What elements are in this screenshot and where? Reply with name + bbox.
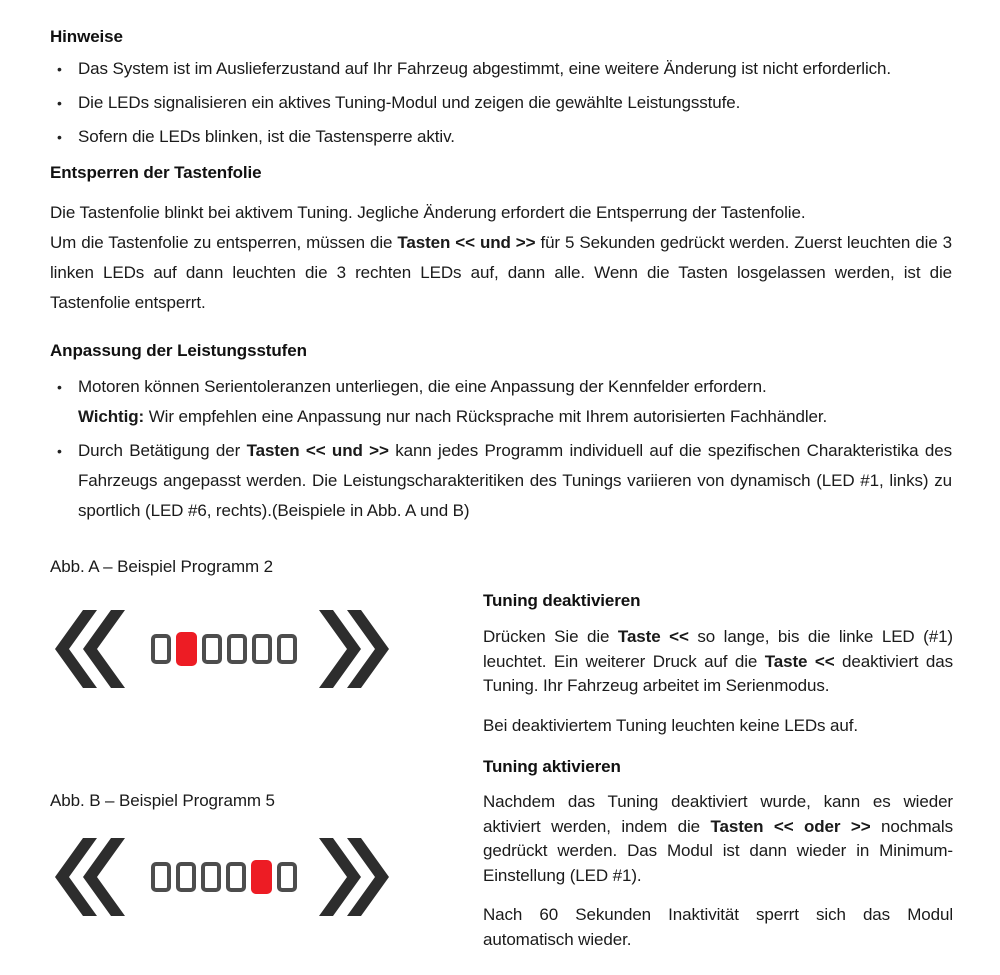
section-title-entsperren: Entsperren der Tastenfolie xyxy=(50,163,262,182)
chevron-right-icon xyxy=(319,838,389,916)
entsperren-paragraph xyxy=(50,198,952,318)
section-title-tuning-deaktivieren: Tuning deaktivieren xyxy=(483,591,641,610)
figure-a-label: Abb. A – Beispiel Programm 2 xyxy=(50,557,274,576)
section-title-anpassung: Anpassung der Leistungsstufen xyxy=(50,341,307,360)
led-1 xyxy=(151,862,171,892)
anpassung-bullet-1-line-2: Wichtig: Wir empfehlen eine Anpassung nur nach Rücksprache mit Ihrem autorisierten Fachhändler. xyxy=(78,407,828,426)
led-4 xyxy=(227,634,247,664)
led-3 xyxy=(201,862,221,892)
tuning-deaktivieren-paragraph-2: Bei deaktiviertem Tuning leuchten keine LEDs auf. xyxy=(483,715,858,735)
tuning-deaktivieren-paragraph-1: Drücken Sie die Taste << so lange, bis die linke LED (#1) leuchtet. Ein weiterer Druck auf die Taste << deaktiviert das Tuning. Ihr Fahrzeug arbeitet im Serienmodus. xyxy=(483,627,953,695)
chevron-left-icon xyxy=(55,838,125,916)
chevron-right-icon xyxy=(319,610,389,688)
chevron-left-icon xyxy=(55,610,125,688)
entsperren-line-2: Um die Tastenfolie zu entsperren, müssen die Tasten << und >> für 5 Sekunden gedrückt werden. Zuerst leuchten die 3 linken LEDs auf dann leuchten die 3 rechten LEDs auf, dann alle. Wenn die Tasten losgelassen werden, ist die Tastenfolie entsperrt. xyxy=(50,233,953,312)
led-row xyxy=(151,862,297,892)
figure-b-led-display xyxy=(55,838,389,916)
tuning-aktivieren-paragraph-1: Nachdem das Tuning deaktiviert wurde, kann es wieder aktiviert werden, indem die Tasten << oder >> nochmals gedrückt werden. Das Modul ist dann wieder in Minimum-Einstellung (LED #1). xyxy=(483,792,953,885)
led-2-active xyxy=(176,632,197,666)
figure-b-label: Abb. B – Beispiel Programm 5 xyxy=(50,791,275,810)
hinweise-bullet-1: • Das System ist im Auslieferzustand auf Ihr Fahrzeug abgestimmt, eine weitere Änderung ist nicht erforderlich. xyxy=(50,54,952,84)
anpassung-bullet-2: • Durch Betätigung der Tasten << und >> kann jedes Programm individuell auf die spezifischen Charakteristika des Fahrzeugs angepasst werden. Die Leistungscharakteritiken des Tunings variieren von dynamisch (LED #1, links) zu sportlich (LED #6, rechts).(Beispiele in Abb. A und B) xyxy=(50,436,952,526)
led-3 xyxy=(202,634,222,664)
anpassung-list xyxy=(50,372,952,526)
led-1 xyxy=(151,634,171,664)
anpassung-bullet-1-line-1: • Motoren können Serientoleranzen unterliegen, die eine Anpassung der Kennfelder erfordern. xyxy=(78,377,767,396)
hinweise-bullet-3: • Sofern die LEDs blinken, ist die Tastensperre aktiv. xyxy=(50,122,952,152)
led-6 xyxy=(277,634,297,664)
section-title-tuning-aktivieren: Tuning aktivieren xyxy=(483,757,621,776)
figures-region xyxy=(0,540,1000,975)
led-2 xyxy=(176,862,196,892)
led-5-active xyxy=(251,860,272,894)
tuning-aktivieren-paragraph-2: Nach 60 Sekunden Inaktivität sperrt sich das Modul automatisch wieder. xyxy=(483,905,953,949)
figure-a-led-display xyxy=(55,610,389,688)
anpassung-bullet-1 xyxy=(50,372,952,432)
section-title-hinweise: Hinweise xyxy=(50,27,123,46)
led-6 xyxy=(277,862,297,892)
hinweise-bullet-2: • Die LEDs signalisieren ein aktives Tuning-Modul und zeigen die gewählte Leistungsstufe. xyxy=(50,88,952,118)
led-4 xyxy=(226,862,246,892)
entsperren-line-1: Die Tastenfolie blinkt bei aktivem Tuning. Jegliche Änderung erfordert die Entsperrung der Tastenfolie. xyxy=(50,203,806,222)
hinweise-list xyxy=(50,54,952,152)
led-5 xyxy=(252,634,272,664)
led-row xyxy=(151,634,297,664)
tuning-text-column xyxy=(483,590,953,967)
